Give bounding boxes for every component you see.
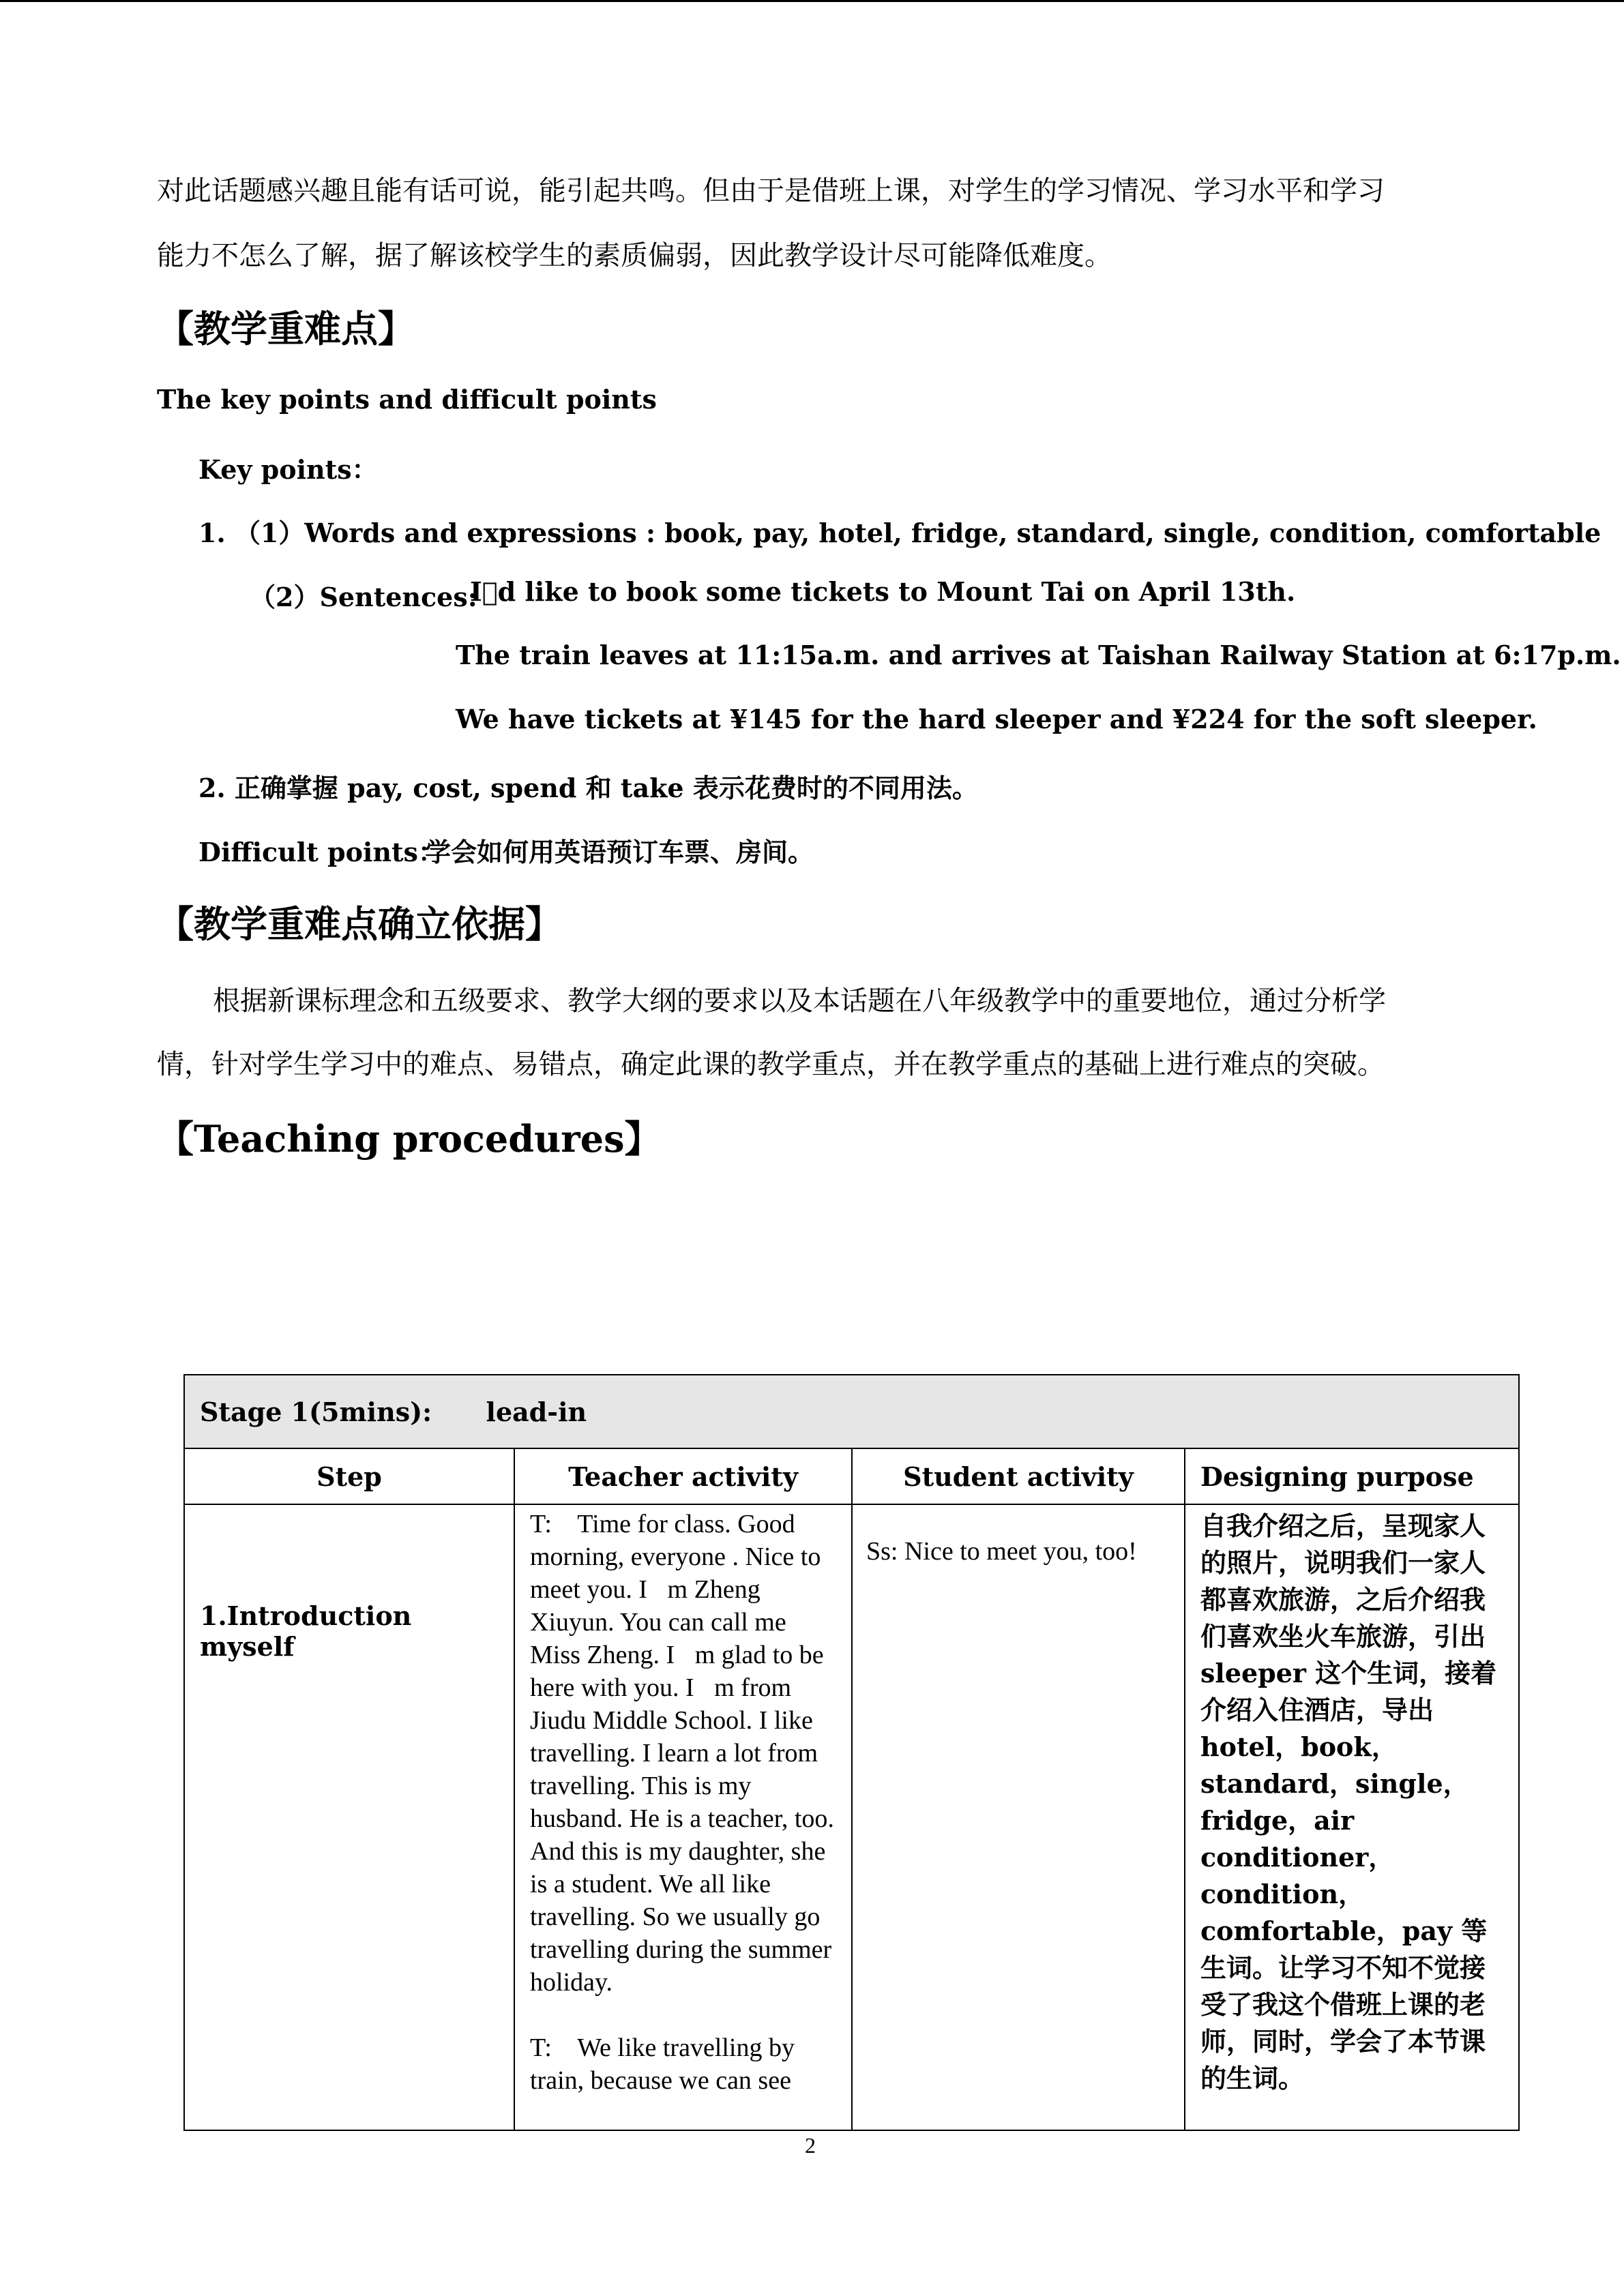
key-point-item-1: 1. （1）Words and expressions : book, pay, hotel, fridge, standard, single, condition, comfortable [198, 518, 1601, 548]
section-heading-teaching-procedures: 【Teaching procedures】 [157, 1117, 662, 1161]
col-header-teacher-activity: Teacher activity [514, 1448, 852, 1504]
difficult-points-text: 学会如何用英语预订车票、房间。 [425, 837, 814, 867]
key-points-label: Key points： [198, 454, 378, 485]
key-point-item-2: 2. 正确掌握 pay, cost, spend 和 take 表示花费时的不同用法。 [198, 773, 978, 803]
difficult-points-label: Difficult points： [198, 837, 444, 867]
teacher-activity-content: T: Time for class. Good morning, everyone . Nice to meet you. I􀀀m Zheng Xiuyun. You can call me Miss Zheng. I􀀀m glad to be here with you. I􀀀m from Jiudu Middle School. I like travelling. I learn a lot from travelling. This is my husband. He is a teacher, too. And this is my daughter, she is a student. We all like travelling. So we usually go travelling during the summer holiday. T: We like travelling by train, because we can see [530, 1510, 834, 2095]
stage-1-table [183, 1374, 1520, 2131]
intro-line-2: 能力不怎么了解，据了解该校学生的素质偏弱，因此教学设计尽可能降低难度。 [157, 240, 1112, 271]
subheading-key-difficult: The key points and difficult points [157, 384, 657, 415]
student-activity-text: Ss: Nice to meet you, too! [852, 1504, 1185, 2130]
basis-line-1: 根据新课标理念和五级要求、教学大纲的要求以及本话题在八年级教学中的重要地位，通过分析学 [213, 985, 1386, 1017]
teacher-activity-text [514, 1504, 852, 2130]
page-top-rule [0, 0, 1624, 2]
step-introduction: 1.Introduction myself [184, 1504, 514, 2130]
sentence-2: The train leaves at 11:15a.m. and arrives at Taishan Railway Station at 6:17p.m. [456, 640, 1621, 670]
stage-1-title: Stage 1(5mins): lead-in [184, 1375, 1519, 1448]
page-number: 2 [805, 2133, 816, 2158]
sentence-1: I􀀀d like to book some tickets to Mount Tai on April 13th. [470, 576, 1296, 607]
col-header-student-activity: Student activity [852, 1448, 1185, 1504]
intro-line-1: 对此话题感兴趣且能有话可说，能引起共鸣。但由于是借班上课，对学生的学习情况、学习水平和学习 [157, 175, 1385, 207]
col-header-designing-purpose: Designing purpose [1185, 1448, 1519, 1504]
designing-purpose-text: 自我介绍之后，呈现家人的照片，说明我们一家人都喜欢旅游，之后介绍我们喜欢坐火车旅游，引出 sleeper 这个生词，接着介绍入住酒店，导出 hotel，book，standard，single，fridge，air conditioner，condition，comfortable，pay 等生词。让学习不知不觉接受了我这个借班上课的老师，同时，学会了本节课的生词。 [1185, 1504, 1519, 2130]
sentences-label: （2）Sentences: [250, 582, 477, 612]
section-heading-basis: 【教学重难点确立依据】 [157, 902, 562, 946]
basis-line-2: 情，针对学生学习中的难点、易错点，确定此课的教学重点，并在教学重点的基础上进行难点的突破。 [157, 1049, 1385, 1080]
col-header-step: Step [184, 1448, 514, 1504]
sentence-3: We have tickets at ¥145 for the hard sleeper and ¥224 for the soft sleeper. [456, 704, 1537, 734]
section-heading-key-points: 【教学重难点】 [157, 307, 415, 351]
